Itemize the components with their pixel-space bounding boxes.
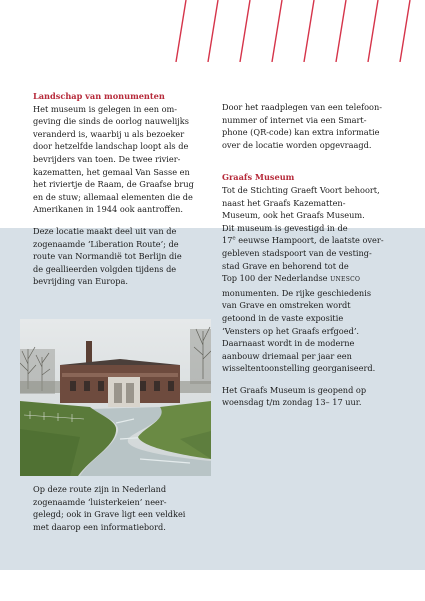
smartphone-paragraph: Door het raadplegen van een telefoon- nummer of internet via een Smart- phone (QR-code) kan extra informatie over de locatie worden opgevraagd. [222,102,383,150]
decorative-stripes [160,0,425,62]
century-number: 17 [222,235,233,246]
museum-text-b: eeuwse Hampoort, de laatste over- gebleven stadspoort van de vesting- stad Grave en behorend tot de Top 100 der Nederlandse [222,235,384,284]
unesco-label: UNESCO [330,276,361,284]
museum-heading: Graafs Museum [222,172,295,183]
photo-caption: Op deze route zijn in Nederland zogenaamde ‘luisterkeien’ neer- gelegd; ook in Grave ligt een veldkei met daarop een informatiebord. [33,484,186,532]
landscape-heading: Landschap van monumenten [33,91,165,101]
museum-description [222,184,408,375]
opening-hours: Het Graafs Museum is geopend op woensdag t/m zondag 13– 17 uur. [222,384,367,408]
landscape-paragraph: Het museum is gelegen in een om- geving die sinds de oorlog nauwelijks veranderd is, waarbij u als bezoeker door hetzelfde landschap loopt als de bevrijders van toen. De twee rivier- kazematten, het gemaal Van Sasse en het riviertje de Raam, de Graafse brug en de stuw; allemaal elementen die de Amerikanen in 1944 ook aantroffen. [33,103,194,215]
left-column [33,90,211,297]
museum-text-a: Tot de Stichting Graeft Voort behoort, naast het Graafs Kazematten- Museum, ook het Graafs Museum. Dit museum is gevestigd in de [222,184,380,233]
century-superscript: e [232,235,236,242]
pumping-station-photo [20,319,211,476]
museum-text-c: monumenten. De rijke geschiedenis van Grave en omstreken wordt getoond in de vaste expositie ‘Vensters op het Graafs erfgoed’. Daarnaast wordt in de moderne aanbouw driemaal per jaar een wisseltentoonstelling georganiseerd. [222,287,376,374]
right-column [222,101,408,418]
liberation-route-paragraph: Deze locatie maakt deel uit van de zogenaamde ‘Liberation Route’; de route van Normandië tot Berlijn die de geallieerden volgden tijdens de bevrijding van Europa. [33,225,182,287]
